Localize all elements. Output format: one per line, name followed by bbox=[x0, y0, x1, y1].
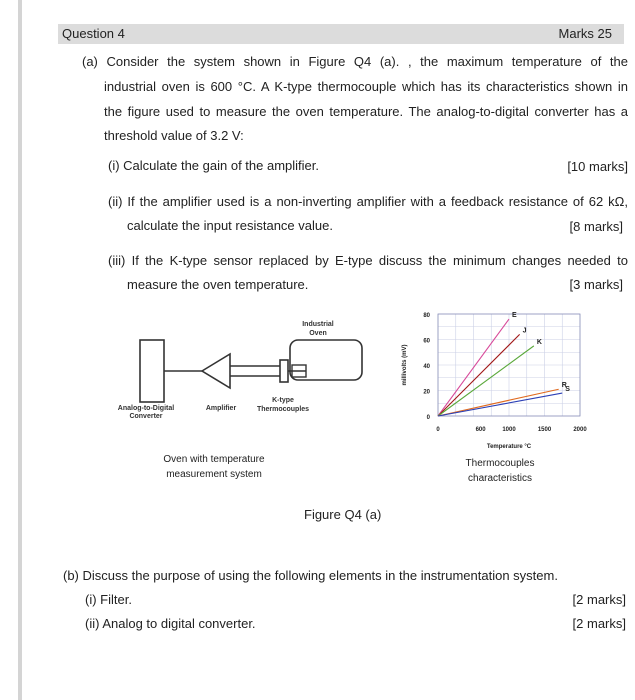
thermocouple-label-line-2: Thermocouples bbox=[256, 406, 310, 413]
chart-series-line-j bbox=[438, 334, 520, 416]
chart-y-axis-label: millivolts (mV) bbox=[402, 344, 408, 386]
chart-x-tick-label: 0 bbox=[436, 427, 440, 433]
adc-label-line-1: Analog-to-Digital bbox=[117, 405, 175, 412]
left-margin-rule bbox=[18, 0, 22, 700]
part-a-line-1: (a) Consider the system shown in Figure Q4 (a). , the maximum temperature of the bbox=[82, 54, 628, 69]
chart-series-label-k: K bbox=[536, 338, 542, 346]
part-b-item-ii-marks: [2 marks] bbox=[572, 616, 626, 631]
item-ii-text-line-1: (ii) If the amplifier used is a non-inverting amplifier with a feedback resistance of 62 kΩ, bbox=[108, 194, 628, 209]
item-ii-marks: [8 marks] bbox=[569, 219, 623, 234]
thermocouple-chart bbox=[392, 300, 592, 460]
chart-series-label-e: E bbox=[512, 312, 517, 320]
chart-series-label-r: R bbox=[561, 382, 567, 390]
thermocouple-label bbox=[250, 396, 316, 414]
chart-series-label-j: J bbox=[522, 327, 527, 335]
adc-label bbox=[108, 405, 184, 421]
chart-y-tick-label: 80 bbox=[423, 313, 430, 319]
system-caption bbox=[150, 452, 278, 482]
chart-series-line-s bbox=[438, 393, 562, 416]
oven-label bbox=[284, 320, 352, 338]
chart-x-tick-label: 600 bbox=[475, 427, 486, 433]
item-iii-marks: [3 marks] bbox=[569, 277, 623, 292]
part-a-line-3: the figure used to measure the oven temperature. The analog-to-digital converter has a bbox=[104, 104, 628, 119]
part-b-item-i-marks: [2 marks] bbox=[572, 592, 626, 607]
part-b-item-ii-text: (ii) Analog to digital converter. bbox=[85, 616, 256, 631]
amplifier-symbol bbox=[202, 354, 230, 388]
figure-caption: Figure Q4 (a) bbox=[304, 507, 382, 522]
part-a-line-4: threshold value of 3.2 V: bbox=[104, 128, 244, 143]
question-number: Question 4 bbox=[62, 26, 125, 41]
chart-x-tick-label: 1500 bbox=[537, 427, 552, 433]
oven-label-line-2: Oven bbox=[309, 330, 327, 337]
chart-y-tick-label: 20 bbox=[423, 389, 430, 396]
item-ii-text-line-2: calculate the input resistance value. bbox=[127, 218, 333, 233]
adc-label-line-2: Converter bbox=[129, 413, 163, 420]
item-i-marks: [10 marks] bbox=[567, 159, 628, 174]
chart-caption-line-2: characteristics bbox=[468, 473, 532, 484]
chart-x-tick-label: 2000 bbox=[573, 427, 587, 433]
question-header bbox=[58, 24, 624, 44]
chart-caption bbox=[440, 456, 560, 486]
chart-series-label-s: S bbox=[565, 386, 570, 394]
chart-x-tick-label: 1000 bbox=[502, 427, 516, 433]
item-iii-text-line-2: measure the oven temperature. bbox=[127, 277, 309, 292]
amplifier-label: Amplifier bbox=[205, 405, 237, 412]
thermocouple-connector bbox=[280, 360, 288, 382]
total-marks: Marks 25 bbox=[558, 26, 612, 41]
thermocouple-label-line-1: K-type bbox=[272, 397, 294, 404]
part-b-intro: (b) Discuss the purpose of using the following elements in the instrumentation system. bbox=[63, 568, 558, 583]
chart-y-tick-label: 60 bbox=[423, 338, 430, 345]
chart-x-axis-label: Temperature °C bbox=[486, 444, 532, 450]
adc-block bbox=[140, 340, 164, 402]
system-caption-line-2: measurement system bbox=[166, 469, 262, 480]
item-i-text: (i) Calculate the gain of the amplifier. bbox=[108, 158, 319, 173]
part-b-item-i-text: (i) Filter. bbox=[85, 592, 132, 607]
part-a-line-2: industrial oven is 600 °C. A K-type thermocouple which has its characteristics shown in bbox=[104, 79, 628, 94]
chart-y-tick-label: 40 bbox=[423, 364, 430, 370]
industrial-oven bbox=[290, 340, 362, 380]
system-caption-line-1: Oven with temperature bbox=[163, 454, 265, 465]
chart-caption-line-1: Thermocouples bbox=[465, 458, 535, 469]
oven-label-line-1: Industrial bbox=[302, 321, 334, 328]
item-iii-text-line-1: (iii) If the K-type sensor replaced by E-type discuss the minimum changes needed to bbox=[108, 253, 628, 268]
chart-y-tick-label: 0 bbox=[426, 415, 430, 421]
